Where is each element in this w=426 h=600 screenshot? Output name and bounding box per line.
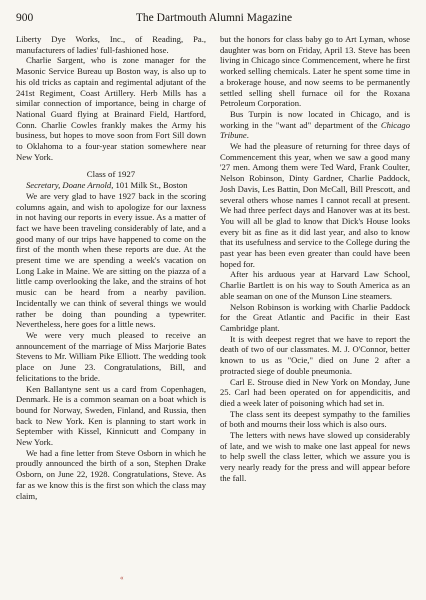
paragraph-text: Bus Turpin is now located in Chicago, and is working in the "want ad" department of the (220, 108, 410, 130)
paragraph: We had a fine letter from Steve Osborn in which he proudly announced the birth of a son, Stephen Drake Osborn, on June 22, 1928. Congratulations, Steve. As far as we know this is the first son which the class may claim, (16, 447, 206, 501)
secretary-address: 101 Milk St., Boston (113, 180, 188, 191)
left-column (16, 34, 206, 501)
paragraph: After his arduous year at Harvard Law School, Charlie Bartlett is on his way to South America as an able seaman on one of the Munson Line steamers. (220, 269, 410, 301)
class-heading: Class of 1927 (86, 169, 136, 180)
secretary-name: Secretary, Doane Arnold, (26, 180, 114, 191)
magazine-title: The Dartmouth Alumni Magazine (135, 12, 293, 24)
paragraph: but the honors for class baby go to Art Lyman, whose daughter was born on Friday, April 13. Steve has been living in Chicago since Commencement, where he first worked selling chemicals. Later he spent some time in a brokerage house, and now seems to be permanently settled selling shell furnace oil for the Roxana Petroleum Corporation. (220, 34, 410, 109)
newspaper-name: Chicago Tribune (220, 119, 410, 141)
paragraph: It is with deepest regret that we have to report the death of two of our classmates. M. J. O'Connor, better known to us as "Ocie," died on June 2 after a protracted siege of double pneumonia. (220, 333, 410, 376)
paragraph: Nelson Robinson is working with Charlie Paddock for the Great Atlantic and Pacific in their East Cambridge plant. (220, 301, 410, 333)
right-column (220, 34, 410, 484)
paragraph: Carl E. Strouse died in New York on Monday, June 25. Carl had been operated on for appendicitis, and died a week later of poisoning which had set in. (220, 376, 410, 408)
paragraph: Liberty Dye Works, Inc., of Reading, Pa., manufacturers of ladies' full-fashioned hose. (16, 34, 206, 55)
page-number: 900 (16, 12, 34, 24)
paragraph: Charlie Sargent, who is zone manager for the Masonic Service Bureau up Boston way, is also up to his old tricks as captain and regimental adjutant of the 241st Regiment, Coast Artillery. Herb Mills has a similar connection of importance, being in charge of National Guard flying at Brainard Field, Hartford, Conn. Charlie Cowles frankly makes the Army his business, but hopes to move soon from Fort Sill down to Oklahoma to a four-year station somewhere near New York. (16, 55, 206, 162)
paragraph: We were very much pleased to receive an announcement of the marriage of Miss Marjorie Bates Stevens to Mr. William Pike Elliott. The wedding took place on June 23. Congratulations, Bill, and felicitations to the bride. (16, 329, 206, 383)
paragraph (220, 109, 410, 141)
paragraph: The letters with news have slowed up considerably of late, and we wish to make one last appeal for news to help swell the class letter, which we assure you is very nearly ready for the press and will appear before the fall. (220, 430, 410, 483)
paragraph: Ken Ballantyne sent us a card from Copenhagen, Denmark. He is a common seaman on a boat which is bound for Norway, Sweden, Finland, and Russia, then back to New York. Ken is planning to start work in September with Kissel, Kinnicutt and Company in New York. (16, 383, 206, 448)
paragraph-text: . (246, 130, 249, 141)
page-header (16, 12, 412, 28)
page-ornament: « (120, 574, 124, 582)
paragraph: The class sent its deepest sympathy to the families of both and mourns their loss which is also ours. (220, 408, 410, 430)
paragraph: We are very glad to have 1927 back in the scoring columns again, and wish to apologize for our laxness in not having our reports in every issue. As a matter of fact we have been traveling considerably of late, and a good many of our trips have happened to come on the first of the month when these reports are due. At the present time we are spending a week's vacation on Long Lake in Maine. We are sitting on the piazza of a little camp overlooking the lake, and the strains of hot music can be heard from a nearby pavilion. Incidentally we can think of several things we would rather be doing than pounding a typewriter. Nevertheless, here goes for a little news. (16, 190, 206, 330)
secretary-line (16, 180, 206, 191)
paragraph: We had the pleasure of returning for three days of Commencement this year, when we saw a good many '27 men. Among them were Ted Ward, Frank Coulter, Nelson Robinson, Dinty Gardner, Charlie Paddock, Josh Davis, Les Battin, Don McCall, Bill Prescott, and several others whose names I cannot recall at present. We had three perfect days and Hanover was at its best. You will all be glad to know that Dick's House looks every bit as fine as it did last year, and also to know that its usefulness and service to the College during the past year has been even greater than could have been hoped for. (220, 141, 410, 269)
